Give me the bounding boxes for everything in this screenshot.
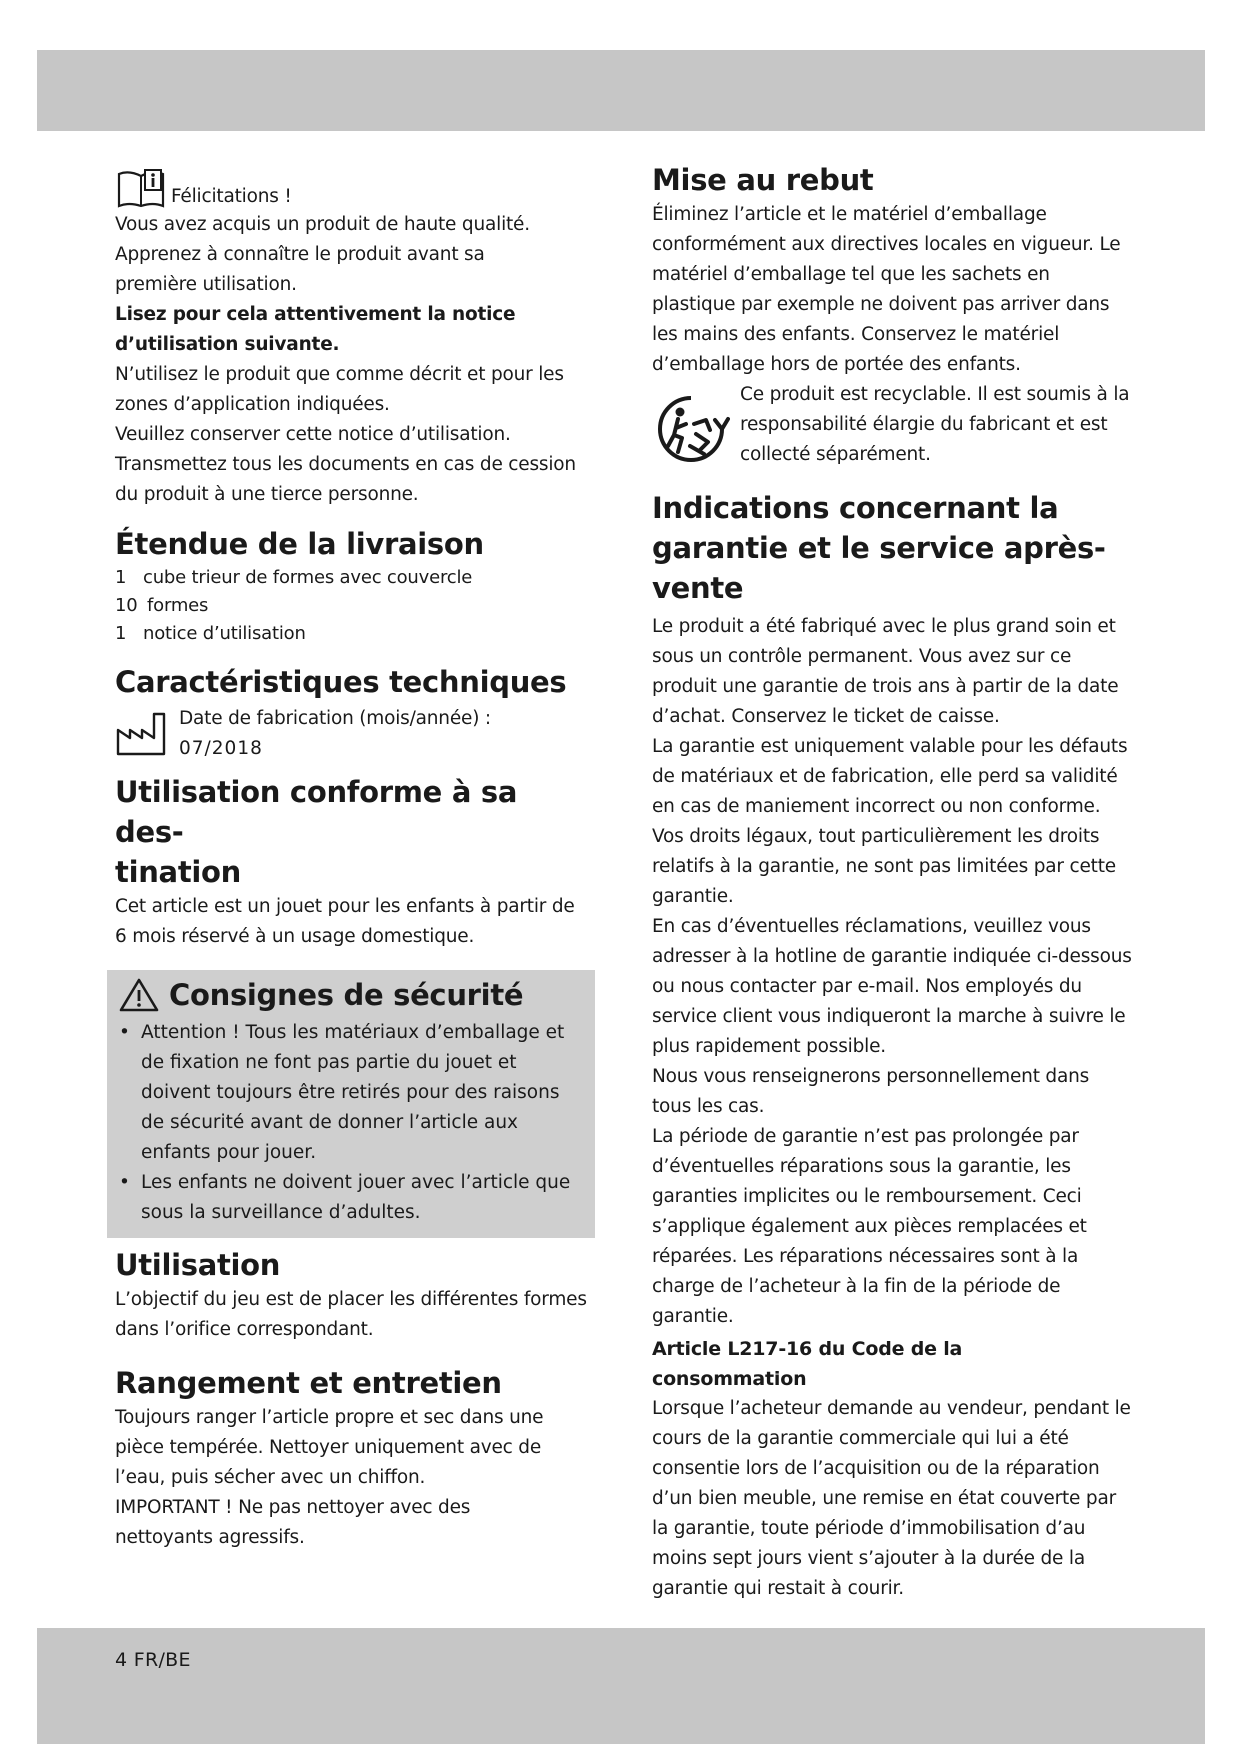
list-item: • Attention ! Tous les matériaux d’emballage et de fixation ne font pas partie du jouet et doivent toujours être retirés pour des raisons de sécurité avant de donner l’article aux enfants pour jouer.	[119, 1018, 583, 1168]
warranty-p2: La garantie est uniquement valable pour les défauts de matériaux et de fabrication, elle perd sa validité en cas de maniement incorrect ou non conforme. Vos droits légaux, tout particulièrement les droits relatifs à la garantie, ne sont pas limitées par cette garantie.	[652, 736, 1128, 907]
warranty-p1: Le produit a été fabriqué avec le plus grand soin et sous un contrôle permanent. Vous avez sur ce produit une garantie de trois ans à partir de la date d’achat. Conservez le ticket de caisse.	[652, 616, 1119, 727]
usage-title-2: tination	[115, 855, 241, 889]
storage-text: Toujours ranger l’article propre et sec dans une pièce tempérée. Nettoyer uniquement avec de l’eau, puis sécher avec un chiffon.	[115, 1407, 544, 1488]
warranty-section	[652, 488, 1132, 1604]
tech-title: Caractéristiques techniques	[115, 665, 567, 699]
warranty-title-3: vente	[652, 571, 744, 605]
storage-important: IMPORTANT ! Ne pas nettoyer avec des nettoyants agressifs.	[115, 1497, 471, 1548]
warranty-p3: En cas d’éventuelles réclamations, veuillez vous adresser à la hotline de garantie indiquée ci-dessous ou nous contacter par e-mail. Nos employés du service client vous indiqueront la marche à suivre le plus rapidement possible.	[652, 916, 1132, 1057]
intro-p5: Veuillez conserver cette notice d’utilisation.	[115, 424, 511, 445]
intro-p2: Apprenez à connaître le produit avant sa première utilisation.	[115, 244, 485, 295]
storage-title: Rangement et entretien	[115, 1366, 502, 1400]
footer-bar	[37, 1628, 1205, 1744]
left-column-lower	[115, 1245, 595, 1553]
article-title: Article L217-16 du Code de la consommation	[652, 1338, 963, 1390]
storage-section	[115, 1363, 595, 1553]
intro-p3: Lisez pour cela attentivement la notice d’utilisation suivante.	[115, 304, 516, 355]
tech-date-value: 07/2018	[179, 738, 263, 759]
safety-title: Consignes de sécurité	[169, 978, 524, 1012]
intro-header	[115, 160, 595, 210]
article-text: Lorsque l’acheteur demande au vendeur, pendant le cours de la garantie commerciale qui lui a été consentie lors de l’acquisition ou de la réparation d’un bien meuble, une remise en état couverte par la garantie, toute période d’immobilisation d’au moins sept jours vient s’ajouter à la durée de la garantie qui restait à courir.	[652, 1398, 1131, 1599]
warranty-title-2: garantie et le service après-	[652, 531, 1106, 565]
congrats-text: Félicitations !	[171, 186, 292, 207]
tech-date-label: Date de fabrication (mois/année) :	[179, 708, 491, 729]
warranty-p4: Nous vous renseignerons personnellement dans tous les cas.	[652, 1066, 1090, 1117]
intro-p4: N’utilisez le produit que comme décrit et pour les zones d’application indiquées.	[115, 364, 564, 415]
disposal-text: Éliminez l’article et le matériel d’emballage conformément aux directives locales en vigueur. Le matériel d’emballage tel que les sachets en plastique par exemple ne doivent pas arriver dans les mains des enfants. Conservez le matériel d’emballage hors de portée des enfants.	[652, 204, 1121, 375]
intro-p6: Transmettez tous les documents en cas de cession du produit à une tierce personne.	[115, 454, 576, 505]
tech-section	[115, 662, 595, 764]
list-item: 10 formes	[115, 595, 209, 616]
scope-title: Étendue de la livraison	[115, 527, 484, 561]
bullet-icon: •	[119, 1172, 130, 1193]
list-item: 1 cube trieur de formes avec couvercle	[115, 567, 473, 588]
usage-text: Cet article est un jouet pour les enfants à partir de 6 mois réservé à un usage domestique.	[115, 896, 575, 947]
warranty-title-1: Indications concernant la	[652, 491, 1059, 525]
warranty-p5: La période de garantie n’est pas prolongée par d’éventuelles réparations sous la garantie, les garanties implicites ou le remboursement. Ceci s’applique également aux pièces remplacées et réparées. Les réparations nécessaires sont à la charge de l’acheteur à la fin de la période de garantie.	[652, 1126, 1087, 1327]
scope-section	[115, 524, 595, 648]
list-item: 1 notice d’utilisation	[115, 623, 306, 644]
intro-p1: Vous avez acquis un produit de haute qualité.	[115, 214, 530, 235]
utilisation-title: Utilisation	[115, 1248, 281, 1282]
scope-list	[115, 564, 595, 648]
list-item: • Les enfants ne doivent jouer avec l’article que sous la surveillance d’adultes.	[119, 1168, 583, 1228]
warning-triangle-icon	[119, 977, 159, 1013]
manufacture-date-icon	[115, 708, 167, 758]
utilisation-text: L’objectif du jeu est de placer les différentes formes dans l’orifice correspondant.	[115, 1289, 587, 1340]
recycle-text: Ce produit est recyclable. Il est soumis à la responsabilité élargie du fabricant et est collecté séparément.	[740, 384, 1130, 465]
left-column	[115, 160, 595, 952]
utilisation-section	[115, 1245, 595, 1345]
triman-recycle-icon	[652, 390, 730, 468]
page-number: 4 FR/BE	[115, 1649, 191, 1671]
info-manual-icon	[115, 166, 167, 210]
header-bar	[37, 50, 1205, 131]
usage-title-1: Utilisation conforme à sa des-	[115, 775, 518, 849]
right-column	[652, 160, 1132, 1604]
usage-section	[115, 772, 595, 952]
safety-box	[107, 970, 595, 1238]
disposal-title: Mise au rebut	[652, 163, 874, 197]
bullet-icon: •	[119, 1022, 130, 1043]
